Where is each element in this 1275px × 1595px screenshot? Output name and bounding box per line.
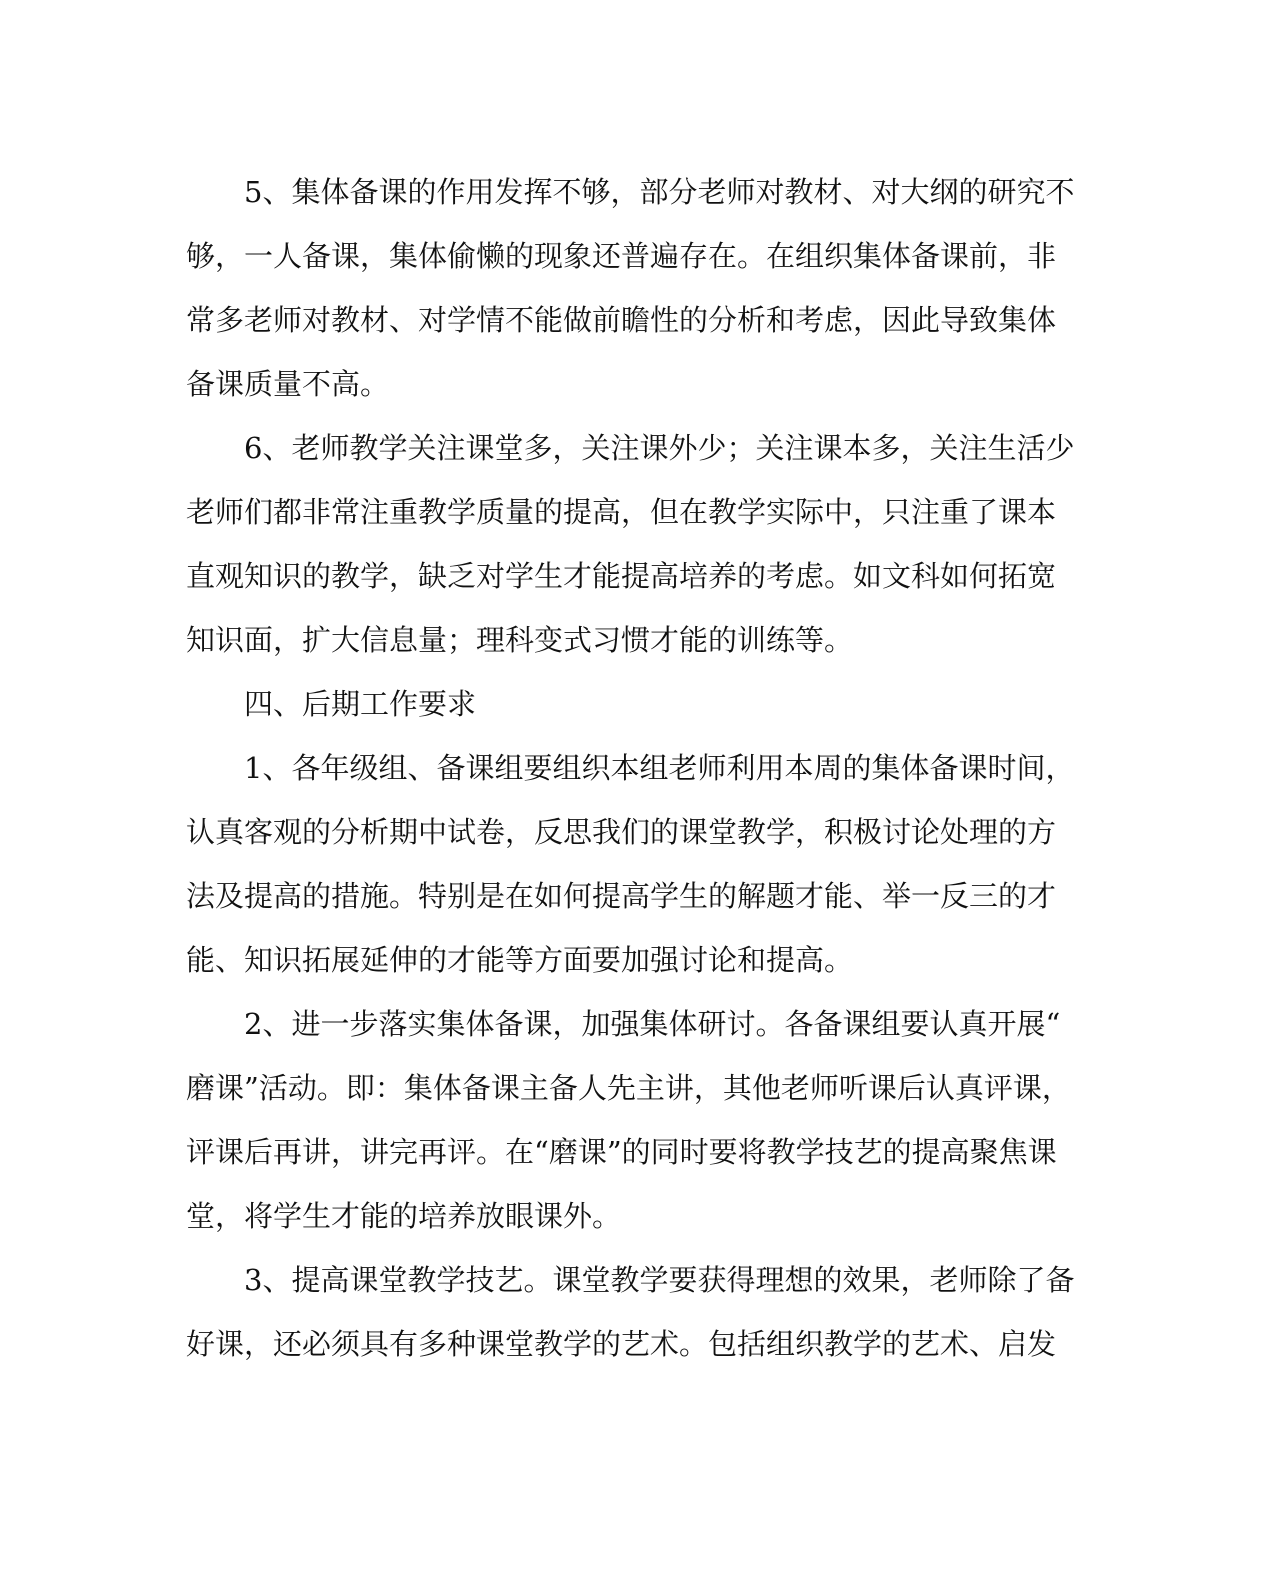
text-line: 磨课”活动。即：集体备课主备人先主讲，其他老师听课后认真评课， bbox=[186, 1071, 1071, 1105]
text-line: 1、各年级组、备课组要组织本组老师利用本周的集体备课时间， bbox=[244, 751, 1075, 785]
text-line: 评课后再讲，讲完再评。在“磨课”的同时要将教学技艺的提高聚焦课 bbox=[186, 1135, 1057, 1169]
section-heading-4 bbox=[186, 672, 1058, 736]
text-line: 6、老师教学关注课堂多，关注课外少；关注课本多，关注生活少 bbox=[244, 431, 1075, 465]
text-line: 3、提高课堂教学技艺。课堂教学要获得理想的效果，老师除了备 bbox=[244, 1263, 1075, 1297]
text-line: 2、进一步落实集体备课，加强集体研讨。各备课组要认真开展“ bbox=[244, 1007, 1061, 1041]
text-line: 直观知识的教学，缺乏对学生才能提高培养的考虑。如文科如何拓宽 bbox=[186, 559, 1057, 593]
requirement-item-2 bbox=[186, 992, 1071, 1248]
text-line: 知识面，扩大信息量；理科变式习惯才能的训练等。 bbox=[186, 623, 854, 657]
text-line: 常多老师对教材、对学情不能做前瞻性的分析和考虑，因此导致集体 bbox=[186, 303, 1057, 337]
text-line: 备课质量不高。 bbox=[186, 367, 390, 401]
text-line: 好课，还必须具有多种课堂教学的艺术。包括组织教学的艺术、启发 bbox=[186, 1327, 1057, 1361]
text-line: 5、集体备课的作用发挥不够，部分老师对教材、对大纲的研究不 bbox=[244, 175, 1075, 209]
paragraph-item-6 bbox=[186, 416, 1075, 672]
text-line: 法及提高的措施。特别是在如何提高学生的解题才能、举一反三的才 bbox=[186, 879, 1057, 913]
text-line: 够，一人备课，集体偷懒的现象还普遍存在。在组织集体备课前，非 bbox=[186, 239, 1057, 273]
text-line: 能、知识拓展延伸的才能等方面要加强讨论和提高。 bbox=[186, 943, 854, 977]
document-page bbox=[186, 160, 1075, 1376]
text-line: 老师们都非常注重教学质量的提高，但在教学实际中，只注重了课本 bbox=[186, 495, 1057, 529]
paragraph-item-5 bbox=[186, 160, 1075, 416]
requirement-item-1 bbox=[186, 736, 1075, 992]
requirement-item-3 bbox=[186, 1248, 1075, 1376]
text-line: 堂，将学生才能的培养放眼课外。 bbox=[186, 1199, 622, 1233]
heading-text: 四、后期工作要求 bbox=[244, 687, 477, 721]
text-line: 认真客观的分析期中试卷，反思我们的课堂教学，积极讨论处理的方 bbox=[186, 815, 1057, 849]
